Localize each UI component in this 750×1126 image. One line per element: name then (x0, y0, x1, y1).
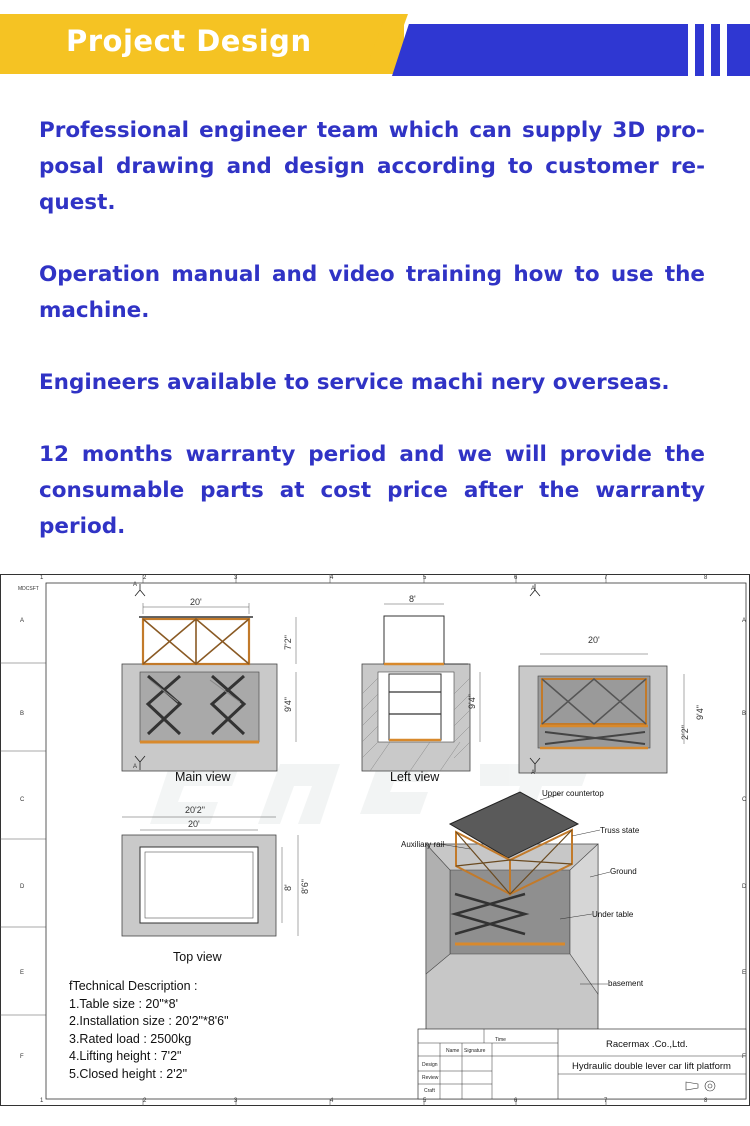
row-letter: F (20, 1054, 24, 1060)
banner-stripe (704, 24, 711, 76)
title-block-company: Racermax .Co.,Ltd. (606, 1039, 688, 1050)
column-number: 1 (40, 575, 44, 581)
spec-item: 2.Installation size : 20'2"*8'6" (69, 1014, 229, 1029)
spec-heading: fTechnical Description : (69, 979, 198, 993)
callout-under-table: Under table (592, 910, 634, 919)
row-letter: D (742, 884, 747, 890)
column-number: 6 (514, 1098, 518, 1104)
dimension-top-inner: 20' (188, 819, 200, 829)
banner-stripe (720, 24, 727, 76)
header-banner (0, 0, 750, 96)
main-view-label: Main view (175, 770, 231, 784)
callout-auxiliary-rail: Auxiliary rail (401, 840, 445, 849)
spec-item: 1.Table size : 20"*8' (69, 996, 178, 1011)
column-number: 3 (234, 575, 238, 581)
row-letter: E (20, 970, 25, 976)
spec-item: 3.Rated load : 2500kg (69, 1031, 192, 1046)
row-letter: B (20, 711, 25, 717)
top-view-label: Top view (173, 950, 222, 964)
paragraph-overseas-service: Engineers available to service machi nery overseas. (39, 370, 670, 395)
title-block-row-label: Review (422, 1075, 439, 1081)
spec-item: 4.Lifting height : 7'2" (69, 1049, 182, 1064)
dimension-left-width: 8' (409, 594, 416, 604)
section-mark: A (133, 582, 138, 588)
title-block-signature-label: Signature (464, 1048, 486, 1054)
dimension-left-height: 9'4" (467, 694, 477, 709)
dimension-main-height-pit: 9'4" (283, 697, 293, 712)
dimension-iso-width: 20' (588, 635, 600, 645)
dimension-iso-height: 9'4" (695, 705, 705, 720)
spec-item: 5.Closed height : 2'2" (69, 1066, 188, 1081)
section-mark: A (531, 770, 536, 776)
column-number: 8 (704, 575, 708, 581)
dimension-main-width: 20' (190, 597, 202, 607)
callout-ground: Ground (610, 867, 637, 876)
banner-blue-block (392, 24, 750, 76)
row-letter: B (742, 711, 747, 717)
row-letter: C (20, 797, 25, 803)
row-letter: A (20, 618, 25, 624)
paragraph-engineer-team: Professional engineer team which can supply 3D pro- posal drawing and design according to customer re- quest. (39, 118, 705, 215)
section-mark: A (531, 586, 536, 592)
column-number: 8 (704, 1098, 708, 1104)
dimension-main-height-top: 7'2" (283, 635, 293, 650)
section-mark: A (133, 764, 138, 770)
projection-symbol-icon (686, 1080, 716, 1094)
dimension-top-outer: 20'2" (185, 805, 205, 815)
column-number: 4 (330, 1098, 334, 1104)
title-block-time-label: Time (495, 1037, 506, 1043)
callout-upper-countertop: Upper countertop (542, 789, 604, 798)
banner-stripe (688, 24, 695, 76)
engineering-drawing (0, 574, 750, 1106)
column-number: 2 (143, 575, 147, 581)
row-letter: D (20, 884, 25, 890)
paragraph-operation-manual: Operation manual and video training how to use the machine. (39, 262, 705, 323)
callout-basement: basement (608, 979, 644, 988)
title-block-row-label: Design (422, 1062, 438, 1068)
column-number: 7 (604, 1098, 608, 1104)
title-block-product: Hydraulic double lever car lift platform (572, 1061, 731, 1072)
column-number: 5 (423, 1098, 427, 1104)
column-number: 1 (40, 1098, 44, 1104)
dimension-iso-small: 2'2" (680, 725, 690, 740)
column-number: 3 (234, 1098, 238, 1104)
dimension-top-h-outer: 8'6" (300, 879, 310, 894)
technical-description (69, 978, 229, 1084)
column-number: 6 (514, 575, 518, 581)
row-letter: E (742, 970, 747, 976)
column-number: 7 (604, 575, 608, 581)
dimension-top-h-inner: 8' (283, 884, 293, 891)
row-letter: A (742, 618, 747, 624)
column-number: 4 (330, 575, 334, 581)
row-letter: C (742, 797, 747, 803)
callout-truss-state: Truss state (600, 826, 640, 835)
corner-code: MDCSFT (18, 586, 39, 592)
paragraph-warranty: 12 months warranty period and we will provide the consumable parts at cost price after the warranty period. (39, 442, 705, 539)
row-letter: F (742, 1054, 746, 1060)
column-number: 2 (143, 1098, 147, 1104)
title-block-name-label: Name (446, 1048, 460, 1054)
title-block-row-label: Craft (424, 1088, 435, 1094)
left-view-label: Left view (390, 770, 440, 784)
column-number: 5 (423, 575, 427, 581)
banner-title: Project Design (66, 24, 312, 58)
